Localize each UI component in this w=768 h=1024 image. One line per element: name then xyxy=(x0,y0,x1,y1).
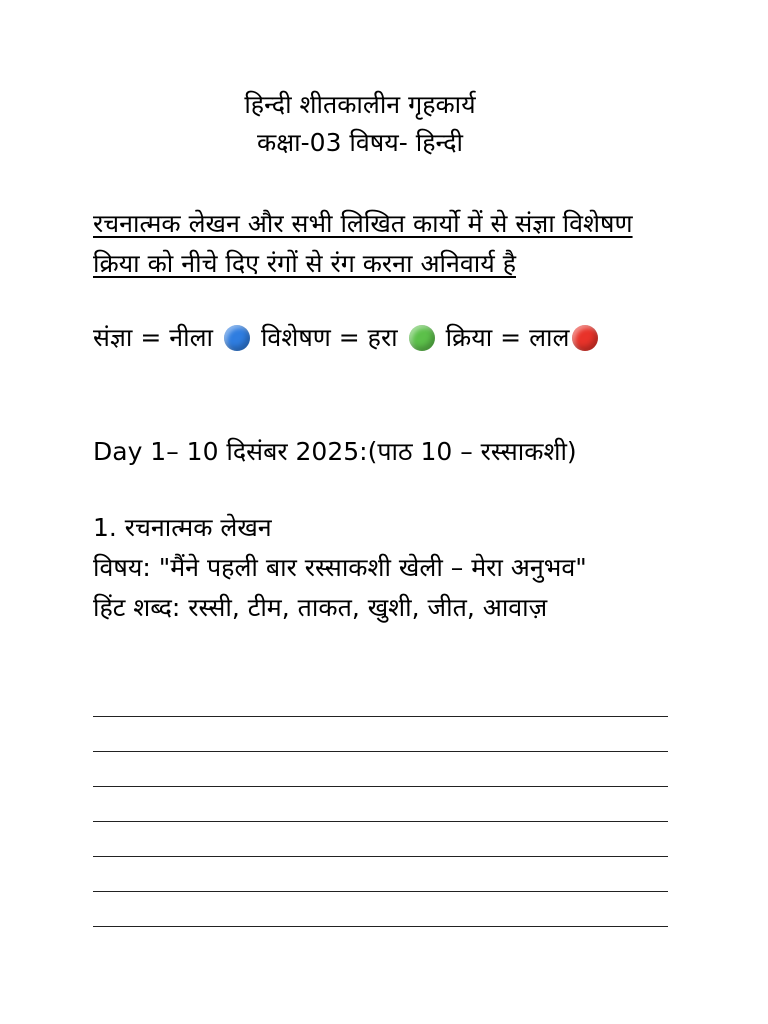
title-block xyxy=(0,86,720,162)
writing-lines xyxy=(93,716,668,961)
writing-line xyxy=(93,751,668,752)
page-title: हिन्दी शीतकालीन गृहकार्य xyxy=(244,90,476,119)
writing-line xyxy=(93,926,668,927)
writing-line xyxy=(93,821,668,822)
writing-line xyxy=(93,891,668,892)
instruction-text: रचनात्मक लेखन और सभी लिखित कार्यो में से संज्ञा विशेषण क्रिया को नीचे दिए रंगों से रंग करना अनिवार्य है xyxy=(93,209,633,278)
task-heading: 1. रचनात्मक लेखन xyxy=(93,513,272,542)
creative-writing-section xyxy=(93,508,683,628)
red-circle-icon xyxy=(572,325,598,351)
writing-line xyxy=(93,856,668,857)
blue-circle-icon xyxy=(224,325,250,351)
page-subtitle: कक्षा-03 विषय- हिन्दी xyxy=(257,128,463,157)
adjective-color-label: विशेषण = हरा xyxy=(260,323,398,352)
writing-line xyxy=(93,716,668,717)
noun-color-label: संज्ञा = नीला xyxy=(93,323,214,352)
task-topic: विषय: "मैंने पहली बार रस्साकशी खेली – मेरा अनुभव" xyxy=(93,553,587,582)
task-hints: हिंट शब्द: रस्सी, टीम, ताकत, खुशी, जीत, आवाज़ xyxy=(93,593,548,622)
green-circle-icon xyxy=(409,325,435,351)
color-key xyxy=(93,318,683,358)
verb-color-value: लाल xyxy=(529,323,570,352)
verb-color-label: क्रिया = xyxy=(445,323,522,352)
day-heading: Day 1– 10 दिसंबर 2025:(पाठ 10 – रस्साकशी) xyxy=(93,437,577,466)
writing-line xyxy=(93,786,668,787)
